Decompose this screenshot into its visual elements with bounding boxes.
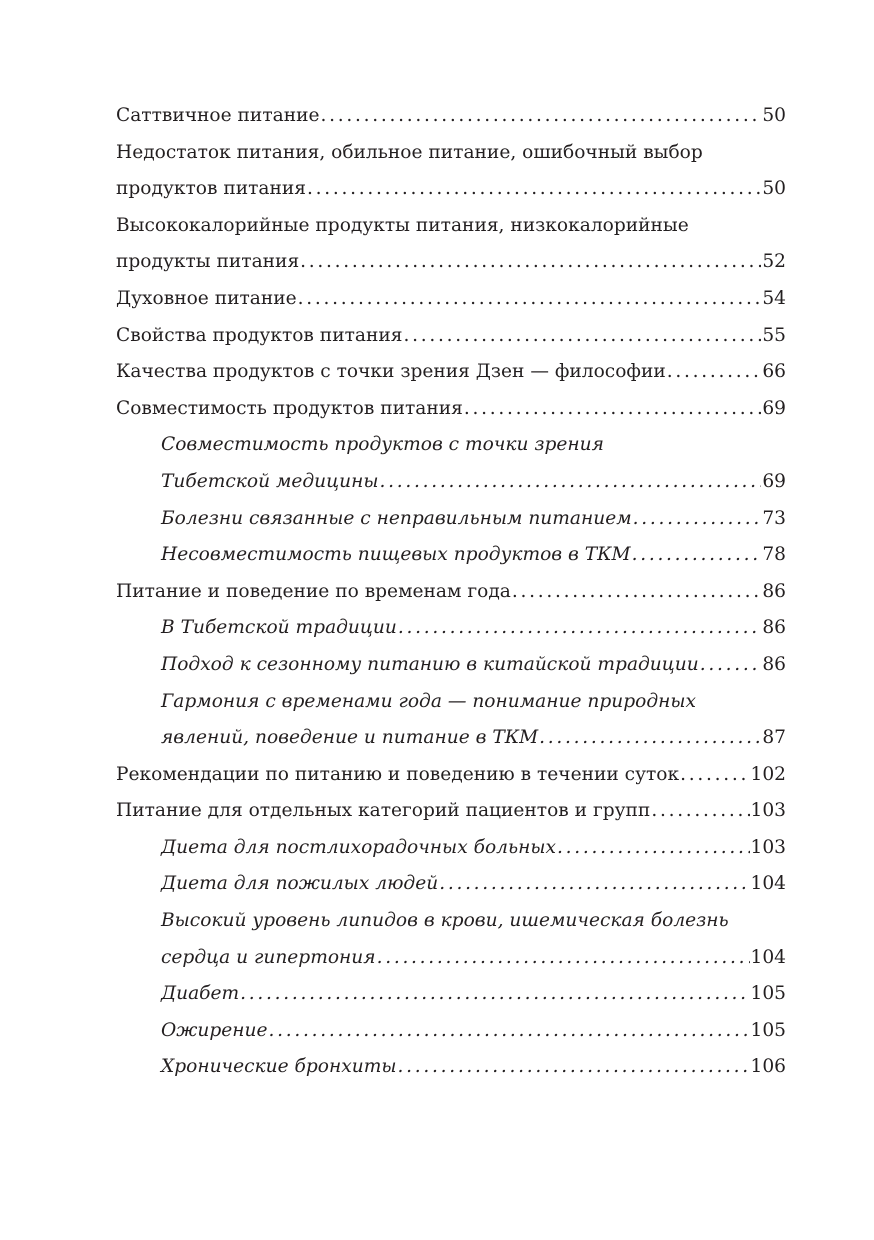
- dot-leader: [667, 354, 762, 391]
- toc-page-number: 78: [762, 544, 786, 566]
- dot-leader: [269, 1013, 750, 1050]
- dot-leader: [632, 537, 762, 574]
- toc-subentry-title: Хронические бронхиты: [161, 1056, 397, 1078]
- toc-page-number: 69: [762, 397, 786, 419]
- toc-subentry: [116, 830, 786, 867]
- toc-page-number: 86: [762, 580, 786, 602]
- toc-page-number: 104: [750, 873, 786, 895]
- toc-page-number: 73: [762, 507, 786, 529]
- toc-subentry-title: Совместимость продуктов с точки зрения: [161, 434, 604, 456]
- toc-page-number: 103: [750, 800, 786, 822]
- toc-subentry: [116, 940, 786, 977]
- dot-leader: [321, 98, 762, 135]
- toc-entry: [116, 354, 786, 391]
- toc-page-number: 52: [762, 251, 786, 273]
- toc-page-number: 105: [750, 983, 786, 1005]
- toc-subentry-title: Болезни связанные с неправильным питанием: [161, 507, 632, 529]
- dot-leader: [377, 940, 750, 977]
- toc-page-number: 106: [750, 1056, 786, 1078]
- dot-leader: [397, 1049, 749, 1086]
- toc-page-number: 87: [762, 727, 786, 749]
- toc-subentry-title: Несовместимость пищевых продуктов в ТКМ: [161, 544, 631, 566]
- toc-page-number: 50: [762, 105, 786, 126]
- table-of-contents: [116, 98, 786, 1086]
- dot-leader: [439, 866, 749, 903]
- toc-subentry-title: Ожирение: [161, 1019, 268, 1041]
- toc-entry: [116, 757, 786, 794]
- toc-entry-title: Свойства продуктов питания: [116, 324, 403, 346]
- toc-entry: [116, 244, 786, 281]
- toc-entry-title: Духовное питание: [116, 287, 297, 309]
- toc-subentry: [116, 1013, 786, 1050]
- dot-leader: [298, 281, 762, 318]
- toc-subentry-title: Диета для постлихорадочных больных: [161, 836, 556, 858]
- toc-entry-line: [116, 135, 786, 172]
- toc-subentry: [116, 537, 786, 574]
- toc-subentry-line: [116, 684, 786, 721]
- dot-leader: [700, 647, 762, 684]
- toc-subentry-title: сердца и гипертония: [161, 946, 376, 968]
- toc-subentry-title: явлений, поведение и питание в ТКМ: [161, 727, 539, 749]
- dot-leader: [680, 757, 749, 794]
- toc-subentry-title: Подход к сезонному питанию в китайской традиции: [161, 653, 699, 675]
- toc-entry: [116, 318, 786, 355]
- toc-page-number: 54: [762, 287, 786, 309]
- toc-page-number: 50: [762, 178, 786, 200]
- toc-subentry: [116, 866, 786, 903]
- toc-subentry-title: Тибетской медицины: [161, 470, 379, 492]
- dot-leader: [307, 171, 761, 208]
- toc-subentry: [116, 464, 786, 501]
- toc-entry-line: [116, 208, 786, 245]
- toc-entry: [116, 171, 786, 208]
- dot-leader: [651, 793, 749, 830]
- dot-leader: [300, 244, 761, 281]
- toc-entry: [116, 281, 786, 318]
- toc-subentry-line: [116, 903, 786, 940]
- dot-leader: [539, 720, 761, 757]
- toc-subentry-title: Диабет: [161, 983, 240, 1005]
- toc-subentry-title: Высокий уровень липидов в крови, ишемическая болезнь: [161, 910, 729, 932]
- toc-page-number: 104: [750, 946, 786, 968]
- toc-entry-title: Рекомендации по питанию и поведению в течении суток: [116, 763, 680, 785]
- toc-entry: [116, 98, 786, 135]
- toc-entry-title: продукты питания: [116, 251, 300, 273]
- toc-subentry-line: [116, 427, 786, 464]
- dot-leader: [379, 464, 761, 501]
- dot-leader: [464, 391, 761, 428]
- dot-leader: [240, 976, 749, 1013]
- dot-leader: [398, 610, 761, 647]
- toc-subentry: [116, 610, 786, 647]
- toc-subentry: [116, 976, 786, 1013]
- toc-page-number: 102: [750, 763, 786, 785]
- toc-page-number: 105: [750, 1019, 786, 1041]
- toc-entry: [116, 793, 786, 830]
- toc-page-number: 86: [762, 617, 786, 639]
- dot-leader: [512, 574, 761, 611]
- toc-subentry: [116, 720, 786, 757]
- toc-entry-title: Питание для отдельных категорий пациентов и групп: [116, 800, 651, 822]
- toc-subentry-title: Диета для пожилых людей: [161, 873, 439, 895]
- toc-subentry: [116, 501, 786, 538]
- toc-page-number: 69: [762, 470, 786, 492]
- toc-entry: [116, 574, 786, 611]
- toc-subentry-title: В Тибетской традиции: [161, 617, 397, 639]
- dot-leader: [403, 318, 761, 355]
- toc-subentry-title: Гармония с временами года — понимание природных: [161, 690, 696, 712]
- toc-entry-title: Питание и поведение по временам года: [116, 580, 511, 602]
- toc-entry-title: Саттвичное питание: [116, 105, 320, 126]
- toc-entry-title: Качества продуктов с точки зрения Дзен — философии: [116, 361, 666, 383]
- toc-page-number: 55: [762, 324, 786, 346]
- toc-entry-title: Высококалорийные продукты питания, низкокалорийные: [116, 214, 689, 236]
- toc-subentry: [116, 1049, 786, 1086]
- toc-page-number: 86: [762, 653, 786, 675]
- toc-entry: [116, 391, 786, 428]
- dot-leader: [633, 501, 762, 538]
- toc-page-number: 103: [750, 836, 786, 858]
- toc-entry-title: продуктов питания: [116, 178, 307, 200]
- toc-subentry: [116, 647, 786, 684]
- toc-entry-title: Совместимость продуктов питания: [116, 397, 463, 419]
- toc-entry-title: Недостаток питания, обильное питание, ошибочный выбор: [116, 141, 703, 163]
- toc-page-number: 66: [762, 361, 786, 383]
- dot-leader: [557, 830, 750, 867]
